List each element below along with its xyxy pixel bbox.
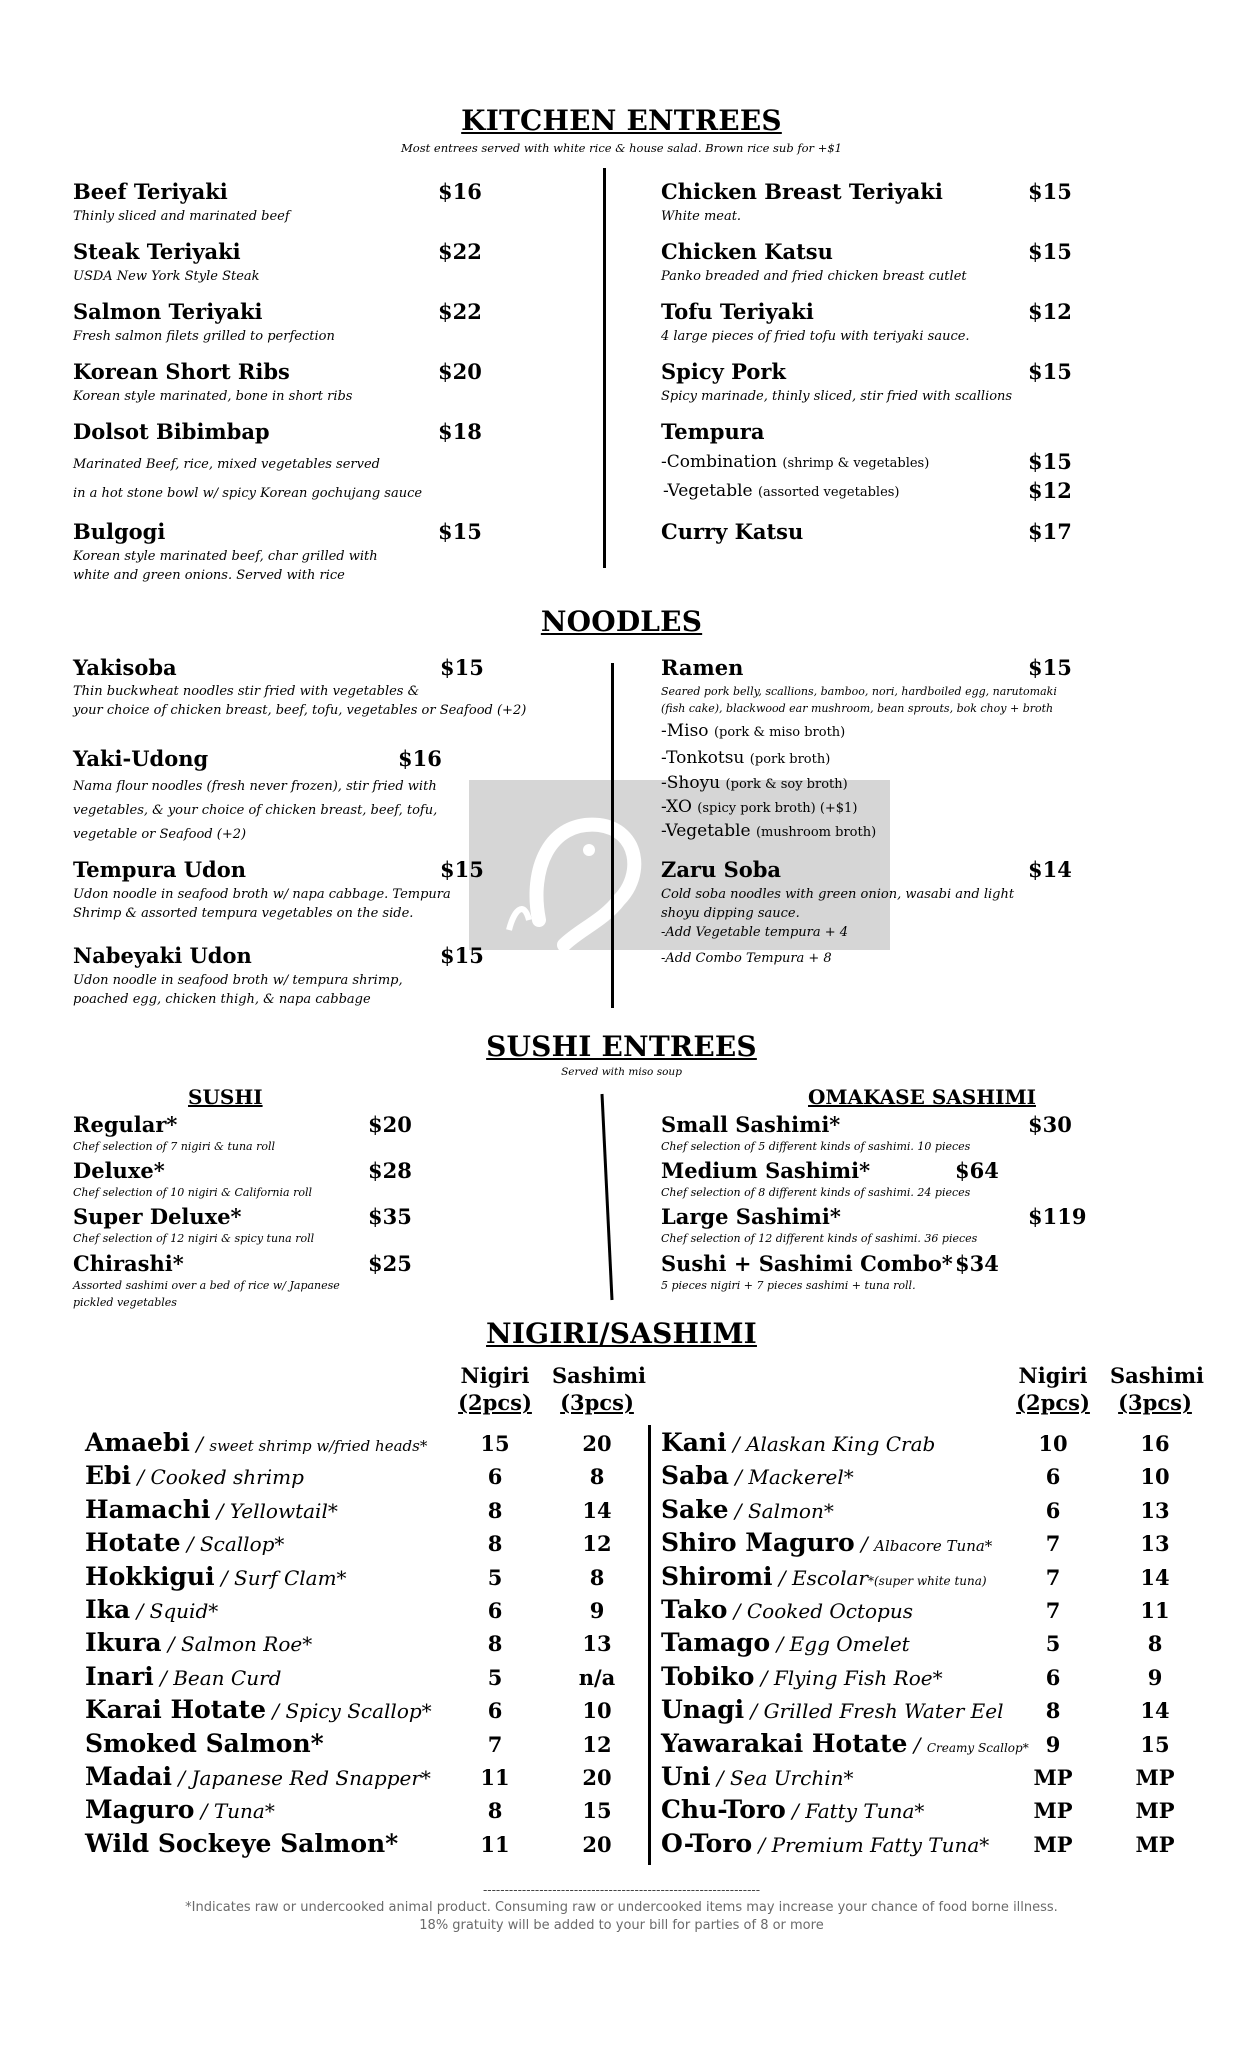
- item-price: $15: [1028, 179, 1072, 204]
- fish-english-name: Escolar: [791, 1566, 868, 1590]
- fish-english-name: Grilled Fresh Water Eel: [763, 1699, 1004, 1723]
- item-price: $119: [1028, 1204, 1087, 1229]
- separator: /: [726, 1432, 747, 1456]
- item-price: $15: [440, 655, 484, 680]
- omakase-subtitle: OMAKASE SASHIMI: [808, 1085, 1036, 1109]
- ramen-option: [661, 773, 848, 793]
- item-price: $28: [368, 1158, 412, 1183]
- item-desc: Seared pork belly, scallions, bamboo, nori, hardboiled egg, narutomaki: [661, 685, 1057, 698]
- fish-english-name: Surf Clam*: [234, 1566, 347, 1590]
- sashimi-price: 20: [582, 1832, 612, 1857]
- item-desc: Korean style marinated beef, char grilled with: [73, 549, 378, 564]
- nigiri-row: [661, 1428, 935, 1461]
- nigiri-price: 11: [480, 1832, 510, 1857]
- item-desc: Thinly sliced and marinated beef: [73, 209, 290, 224]
- nigiri-price: 5: [487, 1665, 503, 1690]
- fish-english-name: Squid*: [149, 1599, 219, 1623]
- fish-english-name: Creamy Scallop*: [926, 1741, 1029, 1755]
- separator: /: [214, 1566, 235, 1590]
- nigiri-row: [85, 1528, 284, 1561]
- item-name: Beef Teriyaki: [73, 179, 228, 204]
- item-desc: -Add Vegetable tempura + 4: [661, 925, 849, 940]
- separator: /: [728, 1499, 748, 1523]
- item-name: Ramen: [661, 655, 744, 680]
- col-label: Nigiri: [460, 1363, 530, 1388]
- option-label: -Vegetable: [661, 821, 751, 841]
- item-name: Tofu Teriyaki: [661, 299, 814, 324]
- item-desc: Chef selection of 12 different kinds of sashimi. 36 pieces: [661, 1232, 978, 1245]
- item-desc: Panko breaded and fried chicken breast cutlet: [661, 269, 967, 284]
- item-name: Nabeyaki Udon: [73, 943, 252, 968]
- item-desc: Udon noodle in seafood broth w/ napa cabbage. Tempura: [73, 887, 451, 902]
- item-name: Regular*: [73, 1112, 178, 1137]
- sashimi-price: MP: [1135, 1798, 1175, 1823]
- item-price: $35: [368, 1204, 412, 1229]
- item-price: $64: [955, 1158, 999, 1183]
- nigiri-row: [85, 1795, 275, 1828]
- sashimi-price: 12: [582, 1732, 612, 1757]
- option-label: -Miso: [661, 721, 709, 741]
- item-name: Yakisoba: [73, 655, 177, 680]
- item-desc: Udon noodle in seafood broth w/ tempura shrimp,: [73, 973, 403, 988]
- fish-name: Amaebi: [85, 1428, 190, 1457]
- item-desc: poached egg, chicken thigh, & napa cabbage: [73, 992, 371, 1007]
- item-desc: Chef selection of 12 nigiri & spicy tuna roll: [73, 1232, 315, 1245]
- separator: /: [189, 1432, 210, 1456]
- nigiri-price: 5: [1045, 1631, 1061, 1656]
- fish-name: Ikura: [85, 1628, 162, 1657]
- option-label: -Vegetable: [663, 481, 753, 501]
- item-desc: in a hot stone bowl w/ spicy Korean gochujang sauce: [73, 486, 423, 501]
- col-label: Sashimi: [1110, 1363, 1205, 1388]
- item-price: $15: [1028, 359, 1072, 384]
- nigiri-price: 6: [487, 1464, 503, 1489]
- nigiri-row: [661, 1662, 943, 1695]
- nigiri-row: [661, 1528, 992, 1561]
- item-name: Zaru Soba: [661, 857, 782, 882]
- item-name: Chicken Katsu: [661, 239, 833, 264]
- nigiri-row: [661, 1628, 910, 1661]
- item-desc: Cold soba noodles with green onion, wasabi and light: [661, 887, 1015, 902]
- fish-note: *(super white tuna): [867, 1574, 987, 1588]
- item-price: $34: [955, 1251, 999, 1276]
- nigiri-row: [85, 1662, 281, 1695]
- fish-english-name: Albacore Tuna*: [874, 1537, 993, 1555]
- sashimi-price: 12: [582, 1531, 612, 1556]
- sashimi-price: 8: [1147, 1631, 1163, 1656]
- nigiri-price: 10: [1038, 1431, 1068, 1456]
- footer-gratuity: 18% gratuity will be added to your bill for parties of 8 or more: [419, 1918, 824, 1933]
- sashimi-price: 15: [582, 1798, 612, 1823]
- item-name: Small Sashimi*: [661, 1112, 841, 1137]
- nigiri-price: 6: [1045, 1498, 1061, 1523]
- fish-name: Yawarakai Hotate: [661, 1729, 908, 1758]
- sushi-subtitle: SUSHI: [188, 1085, 263, 1109]
- option-note: (spicy pork broth) (+$1): [697, 801, 858, 816]
- item-desc: 4 large pieces of fried tofu with teriyaki sauce.: [661, 329, 970, 344]
- item-price: $15: [440, 943, 484, 968]
- item-price: $12: [1028, 478, 1072, 503]
- item-price: $12: [1028, 299, 1072, 324]
- fish-name: Ebi: [85, 1461, 132, 1490]
- sashimi-price: 20: [582, 1765, 612, 1790]
- nigiri-row: [85, 1762, 431, 1795]
- sushi-note: Served with miso soup: [561, 1066, 682, 1078]
- option-label: -Combination: [661, 452, 777, 472]
- nigiri-price: MP: [1033, 1798, 1073, 1823]
- noodles-divider: [611, 663, 614, 1008]
- fish-name: Maguro: [85, 1795, 195, 1824]
- sashimi-price: 11: [1140, 1598, 1170, 1623]
- col-label: Nigiri: [1018, 1363, 1088, 1388]
- item-desc: white and green onions. Served with rice: [73, 568, 345, 583]
- option-label: -XO: [661, 797, 692, 817]
- nigiri-price: MP: [1033, 1765, 1073, 1790]
- nigiri-price: MP: [1033, 1832, 1073, 1857]
- nigiri-price: 6: [487, 1698, 503, 1723]
- separator: /: [770, 1632, 790, 1656]
- item-desc: 5 pieces nigiri + 7 pieces sashimi + tuna roll.: [661, 1279, 916, 1292]
- option-note: (pork & miso broth): [713, 725, 846, 740]
- fish-name: Saba: [661, 1461, 729, 1490]
- item-desc: shoyu dipping sauce.: [661, 906, 800, 921]
- nigiri-price: 8: [487, 1631, 503, 1656]
- footer-disclaimer: *Indicates raw or undercooked animal product. Consuming raw or undercooked items may increase your chance of food borne illness.: [185, 1900, 1058, 1915]
- fish-name: Sake: [661, 1495, 729, 1524]
- item-name: Curry Katsu: [661, 519, 804, 544]
- separator: /: [180, 1532, 200, 1556]
- nigiri-row: [661, 1562, 987, 1595]
- nigiri-price: 8: [487, 1798, 503, 1823]
- option-note: (shrimp & vegetables): [782, 456, 930, 471]
- nigiri-row: [85, 1495, 338, 1528]
- nigiri-row: [661, 1461, 854, 1494]
- footer-divider: ----------------------------------------------------------------: [482, 1883, 761, 1897]
- item-price: $15: [1028, 449, 1072, 474]
- item-name: Yaki-Udong: [73, 746, 209, 771]
- fish-english-name: Spicy Scallop*: [285, 1699, 432, 1723]
- nigiri-row: [85, 1461, 304, 1494]
- nigiri-row: [85, 1628, 312, 1661]
- fish-english-name: Bean Curd: [173, 1666, 282, 1690]
- item-name: Sushi + Sashimi Combo*: [661, 1251, 953, 1276]
- separator: /: [130, 1599, 150, 1623]
- fish-name: Tobiko: [661, 1662, 755, 1691]
- nigiri-col-header-left: [450, 1362, 540, 1416]
- fish-name: Ika: [85, 1595, 131, 1624]
- item-price: $17: [1028, 519, 1072, 544]
- separator: /: [210, 1499, 230, 1523]
- fish-name: Karai Hotate: [85, 1695, 266, 1724]
- separator: /: [907, 1733, 927, 1757]
- item-price: $20: [368, 1112, 412, 1137]
- separator: /: [727, 1599, 747, 1623]
- separator: /: [785, 1799, 806, 1823]
- nigiri-price: 7: [1045, 1565, 1061, 1590]
- item-desc: Chef selection of 8 different kinds of sashimi. 24 pieces: [661, 1186, 971, 1199]
- separator: /: [752, 1833, 772, 1857]
- separator: /: [772, 1566, 792, 1590]
- option-note: (pork & soy broth): [725, 777, 848, 792]
- item-name: Salmon Teriyaki: [73, 299, 263, 324]
- col-sub: (2pcs): [1016, 1390, 1090, 1415]
- item-name: Chirashi*: [73, 1251, 184, 1276]
- nigiri-price: 6: [487, 1598, 503, 1623]
- item-desc: your choice of chicken breast, beef, tofu, vegetables or Seafood (+2): [73, 703, 527, 718]
- kitchen-divider: [603, 168, 606, 568]
- sashimi-price: 9: [1147, 1665, 1163, 1690]
- item-price: $16: [438, 179, 482, 204]
- sashimi-price: 14: [1140, 1698, 1170, 1723]
- fish-english-name: Sea Urchin*: [729, 1766, 854, 1790]
- fish-name: Inari: [85, 1662, 154, 1691]
- item-desc: pickled vegetables: [73, 1296, 177, 1309]
- sashimi-price: 10: [582, 1698, 612, 1723]
- fish-name: Hokkigui: [85, 1562, 215, 1591]
- item-price: $22: [438, 299, 482, 324]
- fish-name: Tako: [661, 1595, 728, 1624]
- fish-english-name: Cooked Octopus: [746, 1599, 913, 1623]
- item-price: $15: [438, 519, 482, 544]
- item-desc: Chef selection of 10 nigiri & California roll: [73, 1186, 313, 1199]
- nigiri-price: 9: [1045, 1732, 1061, 1757]
- fish-name: Hotate: [85, 1528, 181, 1557]
- fish-name: Madai: [85, 1762, 173, 1791]
- sushi-divider: [600, 1092, 616, 1302]
- fish-name: Shiro Maguro: [661, 1528, 855, 1557]
- separator: /: [161, 1632, 182, 1656]
- sashimi-price: 10: [1140, 1464, 1170, 1489]
- nigiri-row: [85, 1829, 398, 1862]
- col-sub: (3pcs): [560, 1390, 634, 1415]
- sashimi-price: 13: [1140, 1531, 1170, 1556]
- ramen-option: [661, 721, 845, 741]
- nigiri-row: [85, 1595, 218, 1628]
- nigiri-price: 11: [480, 1765, 510, 1790]
- item-desc: Spicy marinade, thinly sliced, stir fried with scallions: [661, 389, 1013, 404]
- item-price: $15: [1028, 655, 1072, 680]
- sashimi-price: n/a: [578, 1665, 616, 1690]
- item-name: Medium Sashimi*: [661, 1158, 871, 1183]
- item-name: Chicken Breast Teriyaki: [661, 179, 943, 204]
- nigiri-price: 7: [1045, 1531, 1061, 1556]
- nigiri-divider: [648, 1425, 651, 1865]
- fish-english-name: sweet shrimp w/fried heads*: [209, 1437, 428, 1455]
- item-name: Deluxe*: [73, 1158, 165, 1183]
- nigiri-price: 6: [1045, 1464, 1061, 1489]
- item-name: Steak Teriyaki: [73, 239, 241, 264]
- item-name: Tempura Udon: [73, 857, 247, 882]
- fish-name: Tamago: [661, 1628, 771, 1657]
- col-sub: (2pcs): [458, 1390, 532, 1415]
- option-note: (pork broth): [749, 752, 831, 767]
- item-price: $15: [1028, 239, 1072, 264]
- nigiri-row: [661, 1829, 989, 1862]
- nigiri-row: [661, 1495, 834, 1528]
- sashimi-price: MP: [1135, 1765, 1175, 1790]
- nigiri-price: 8: [487, 1498, 503, 1523]
- ramen-option: [661, 797, 857, 817]
- sashimi-col-header-left: [552, 1362, 647, 1416]
- nigiri-title: NIGIRI/SASHIMI: [486, 1317, 757, 1350]
- kitchen-title: KITCHEN ENTREES: [461, 104, 782, 137]
- sashimi-price: 15: [1140, 1732, 1170, 1757]
- item-desc: Shrimp & assorted tempura vegetables on the side.: [73, 906, 414, 921]
- fish-name: Smoked Salmon*: [85, 1729, 324, 1758]
- noodles-title: NOODLES: [540, 605, 703, 638]
- nigiri-row: [661, 1729, 1029, 1762]
- separator: /: [172, 1766, 192, 1790]
- fish-english-name: Flying Fish Roe*: [773, 1666, 943, 1690]
- nigiri-row: [85, 1562, 347, 1595]
- nigiri-row: [85, 1695, 432, 1728]
- separator: /: [194, 1799, 214, 1823]
- fish-name: O-Toro: [661, 1829, 753, 1858]
- kitchen-note: Most entrees served with white rice & house salad. Brown rice sub for +$1: [401, 141, 842, 155]
- item-name: Tempura: [661, 419, 765, 444]
- fish-english-name: Egg Omelet: [789, 1632, 910, 1656]
- item-desc: USDA New York Style Steak: [73, 269, 260, 284]
- item-price: $16: [398, 746, 442, 771]
- item-desc: Thin buckwheat noodles stir fried with vegetables &: [73, 684, 420, 699]
- fish-name: Unagi: [661, 1695, 745, 1724]
- fish-english-name: Tuna*: [213, 1799, 275, 1823]
- sushi-title: SUSHI ENTREES: [486, 1030, 757, 1063]
- nigiri-price: 6: [1045, 1665, 1061, 1690]
- separator: /: [854, 1532, 875, 1556]
- item-desc: Fresh salmon filets grilled to perfection: [73, 329, 335, 344]
- fish-name: Chu-Toro: [661, 1795, 786, 1824]
- item-name: Spicy Pork: [661, 359, 786, 384]
- sashimi-price: 8: [589, 1565, 605, 1590]
- item-desc: Korean style marinated, bone in short ribs: [73, 389, 353, 404]
- separator: /: [131, 1465, 151, 1489]
- item-desc: vegetables, & your choice of chicken breast, beef, tofu,: [73, 803, 438, 818]
- fish-name: Uni: [661, 1762, 711, 1791]
- item-desc: -Add Combo Tempura + 8: [661, 951, 832, 966]
- item-name: Bulgogi: [73, 519, 166, 544]
- fish-name: Wild Sockeye Salmon*: [85, 1829, 399, 1858]
- fish-english-name: Alaskan King Crab: [746, 1432, 936, 1456]
- item-name: Dolsot Bibimbap: [73, 419, 270, 444]
- fish-english-name: Japanese Red Snapper*: [191, 1766, 431, 1790]
- item-price: $22: [438, 239, 482, 264]
- item-name: Super Deluxe*: [73, 1204, 242, 1229]
- nigiri-row: [85, 1729, 324, 1762]
- item-price: $25: [368, 1251, 412, 1276]
- item-price: $18: [438, 419, 482, 444]
- fish-name: Kani: [661, 1428, 727, 1457]
- item-price: $14: [1028, 857, 1072, 882]
- item-desc: Chef selection of 7 nigiri & tuna roll: [73, 1140, 276, 1153]
- sashimi-price: 14: [582, 1498, 612, 1523]
- sashimi-price: 13: [582, 1631, 612, 1656]
- tempura-option-vegetable: [663, 481, 900, 501]
- sashimi-price: 8: [589, 1464, 605, 1489]
- fish-english-name: Yellowtail*: [229, 1499, 338, 1523]
- nigiri-col-header-right: [1008, 1362, 1098, 1416]
- item-desc: vegetable or Seafood (+2): [73, 827, 247, 842]
- sashimi-price: 20: [582, 1431, 612, 1456]
- fish-name: Hamachi: [85, 1495, 211, 1524]
- separator: /: [153, 1666, 174, 1690]
- sashimi-price: MP: [1135, 1832, 1175, 1857]
- separator: /: [710, 1766, 730, 1790]
- nigiri-row: [661, 1595, 913, 1628]
- ramen-option: [661, 821, 876, 841]
- nigiri-price: 15: [480, 1431, 510, 1456]
- ramen-option: [661, 748, 830, 768]
- fish-english-name: Mackerel*: [748, 1465, 854, 1489]
- item-desc: Nama flour noodles (fresh never frozen), stir fried with: [73, 779, 437, 794]
- fish-english-name: Salmon Roe*: [181, 1632, 313, 1656]
- item-desc: Marinated Beef, rice, mixed vegetables served: [73, 457, 380, 472]
- fish-english-name: Scallop*: [199, 1532, 285, 1556]
- nigiri-row: [661, 1795, 924, 1828]
- sashimi-col-header-right: [1110, 1362, 1205, 1416]
- item-price: $30: [1028, 1112, 1072, 1137]
- separator: /: [744, 1699, 764, 1723]
- nigiri-price: 8: [487, 1531, 503, 1556]
- item-desc: Chef selection of 5 different kinds of sashimi. 10 pieces: [661, 1140, 971, 1153]
- fish-english-name: Salmon*: [747, 1499, 834, 1523]
- sashimi-price: 13: [1140, 1498, 1170, 1523]
- item-desc: White meat.: [661, 209, 742, 224]
- item-price: $20: [438, 359, 482, 384]
- fish-english-name: Cooked shrimp: [150, 1465, 304, 1489]
- item-price: $15: [440, 857, 484, 882]
- item-name: Large Sashimi*: [661, 1204, 841, 1229]
- nigiri-price: 8: [1045, 1698, 1061, 1723]
- tempura-option-combination: [661, 452, 929, 472]
- separator: /: [728, 1465, 749, 1489]
- nigiri-price: 7: [1045, 1598, 1061, 1623]
- nigiri-row: [661, 1695, 1003, 1728]
- option-label: -Tonkotsu: [661, 748, 745, 768]
- col-label: Sashimi: [552, 1363, 647, 1388]
- option-note: (assorted vegetables): [757, 485, 900, 500]
- item-desc: (fish cake), blackwood ear mushroom, bean sprouts, bok choy + broth: [661, 702, 1054, 715]
- col-sub: (3pcs): [1118, 1390, 1192, 1415]
- nigiri-price: 7: [487, 1732, 503, 1757]
- separator: /: [754, 1666, 774, 1690]
- fish-name: Shiromi: [661, 1562, 773, 1591]
- option-note: (mushroom broth): [755, 825, 877, 840]
- nigiri-price: 5: [487, 1565, 503, 1590]
- fish-english-name: Fatty Tuna*: [805, 1799, 925, 1823]
- nigiri-row: [85, 1428, 427, 1461]
- item-desc: Assorted sashimi over a bed of rice w/ Japanese: [73, 1279, 340, 1292]
- fish-english-name: Premium Fatty Tuna*: [771, 1833, 990, 1857]
- sashimi-price: 16: [1140, 1431, 1170, 1456]
- item-name: Korean Short Ribs: [73, 359, 290, 384]
- sashimi-price: 14: [1140, 1565, 1170, 1590]
- separator: /: [266, 1699, 286, 1723]
- sashimi-price: 9: [589, 1598, 605, 1623]
- nigiri-row: [661, 1762, 854, 1795]
- option-label: -Shoyu: [661, 773, 721, 793]
